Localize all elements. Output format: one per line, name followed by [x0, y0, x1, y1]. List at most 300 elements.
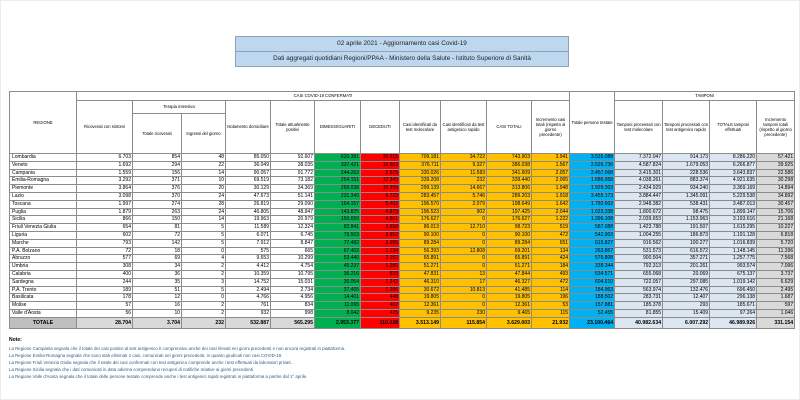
value-cell: 10.359: [226, 270, 271, 278]
region-name-cell: Veneto: [10, 161, 77, 169]
value-cell: 472: [532, 231, 570, 239]
totale-value-cell: 28.704: [77, 317, 133, 328]
value-cell: 15.031: [271, 278, 315, 286]
value-cell: 98.723: [487, 224, 532, 232]
value-cell: 577: [77, 255, 133, 263]
region-name-cell: Campania: [10, 169, 77, 177]
value-cell: 575: [226, 247, 271, 255]
value-cell: 2.065: [532, 177, 570, 185]
value-cell: 1.242: [361, 278, 400, 286]
value-cell: 231.340: [315, 192, 361, 200]
value-cell: 16: [133, 302, 182, 310]
table-row: [10, 161, 795, 169]
region-name-cell: Piemonte: [10, 185, 77, 193]
value-cell: 1.280: [361, 263, 400, 271]
value-cell: 191.507: [663, 224, 710, 232]
header-terapia-intensiva: Terapia intensiva: [133, 101, 226, 114]
value-cell: 3.864: [77, 185, 133, 193]
value-cell: 18: [133, 247, 182, 255]
value-cell: 654: [77, 224, 133, 232]
value-cell: 9.235: [400, 309, 441, 317]
value-cell: 3.558: [361, 224, 400, 232]
value-cell: 2.039.653: [615, 216, 663, 224]
totale-value-cell: 2.953.377: [315, 317, 361, 328]
value-cell: 1.679.053: [663, 161, 710, 169]
value-cell: 14: [182, 169, 226, 177]
value-cell: 8.847: [271, 239, 315, 247]
value-cell: 201.261: [663, 263, 710, 271]
value-cell: 296.138: [710, 294, 757, 302]
totale-value-cell: 331.154: [757, 317, 795, 328]
title-source-line: Dati aggregati quotidiani Regioni/PPAA - Ministero della Salute - Istituto Superiore di Sanità: [236, 52, 568, 66]
value-cell: 6.071: [226, 231, 271, 239]
value-cell: 189: [77, 286, 133, 294]
value-cell: 0: [441, 302, 487, 310]
value-cell: 176.627: [400, 216, 441, 224]
value-cell: 2.079: [441, 200, 487, 208]
value-cell: 10.582: [361, 161, 400, 169]
value-cell: 184: [532, 263, 570, 271]
value-cell: 20.069: [663, 270, 710, 278]
value-cell: 19.805: [487, 294, 532, 302]
value-cell: 90.100: [400, 231, 441, 239]
value-cell: 1.148.145: [710, 247, 757, 255]
region-name-cell: Toscana: [10, 200, 77, 208]
value-cell: 5.575: [361, 169, 400, 177]
value-cell: 65.891: [487, 255, 532, 263]
value-cell: 9.327: [441, 161, 487, 169]
value-cell: 4.956: [271, 294, 315, 302]
value-cell: 400: [77, 270, 133, 278]
value-cell: 357.271: [663, 255, 710, 263]
value-cell: 424: [532, 255, 570, 263]
value-cell: 615.827: [570, 239, 615, 247]
value-cell: 5.720: [757, 239, 795, 247]
value-cell: 188.502: [570, 294, 615, 302]
value-cell: 313.806: [487, 185, 532, 193]
value-cell: 24: [182, 208, 226, 216]
value-cell: 6.703: [77, 154, 133, 162]
header-ti-ingressi: Ingressi del giorno: [182, 114, 226, 154]
value-cell: 1.567: [532, 161, 570, 169]
value-cell: 993.574: [710, 263, 757, 271]
value-cell: 1.792.602: [570, 200, 615, 208]
region-name-cell: Lazio: [10, 192, 77, 200]
value-cell: 2.495: [757, 286, 795, 294]
value-cell: 196.523: [400, 208, 441, 216]
table-row: [10, 231, 795, 239]
value-cell: 156: [133, 169, 182, 177]
value-cell: 932: [226, 309, 271, 317]
value-cell: 3.852: [361, 231, 400, 239]
value-cell: 176.627: [487, 216, 532, 224]
value-cell: 197.425: [487, 208, 532, 216]
value-cell: 2.057: [532, 169, 570, 177]
value-cell: 45.237: [315, 263, 361, 271]
value-cell: 34: [133, 263, 182, 271]
region-name-cell: Sardegna: [10, 278, 77, 286]
value-cell: 47.844: [487, 270, 532, 278]
value-cell: 86.013: [400, 224, 441, 232]
header-incremento-casi: Incremento casi totali (rispetto al giorno precedente): [532, 101, 570, 154]
header-ricoverati: Ricoverati con sintomi: [77, 101, 133, 154]
value-cell: 0: [441, 255, 487, 263]
table-row: [10, 278, 795, 286]
value-cell: 1.686.958: [570, 177, 615, 185]
value-cell: 269.038: [315, 185, 361, 193]
value-cell: 2.955: [361, 239, 400, 247]
value-cell: 5: [182, 286, 226, 294]
value-cell: 41.485: [487, 286, 532, 294]
value-cell: 230: [441, 309, 487, 317]
value-cell: 57: [77, 302, 133, 310]
value-cell: 2: [182, 270, 226, 278]
value-cell: 12.345: [361, 177, 400, 185]
value-cell: 1.997: [77, 200, 133, 208]
table-row: [10, 192, 795, 200]
value-cell: 142: [133, 239, 182, 247]
value-cell: 164.157: [315, 200, 361, 208]
value-cell: 902: [441, 208, 487, 216]
value-cell: 576.808: [570, 255, 615, 263]
value-cell: 8.286.220: [710, 154, 757, 162]
value-cell: 14.894: [757, 185, 795, 193]
value-cell: 12.324: [271, 224, 315, 232]
value-cell: 36.216: [315, 270, 361, 278]
value-cell: 46.327: [487, 278, 532, 286]
value-cell: 19.963: [226, 216, 271, 224]
value-cell: 12.407: [663, 294, 710, 302]
note-line: La Regione Valle d'Aosta segnala che il totale delle persone testate comprende anche i test antigenici rapidi registrati in piattaforma a partire dal 1° aprile.: [9, 374, 308, 380]
value-cell: 100.277: [663, 239, 710, 247]
value-cell: 293: [663, 302, 710, 310]
value-cell: 89.284: [487, 239, 532, 247]
value-cell: 12: [133, 294, 182, 302]
value-cell: 38.035: [271, 161, 315, 169]
value-cell: 10.813: [441, 286, 487, 294]
value-cell: 97.264: [710, 309, 757, 317]
value-cell: 916.562: [615, 239, 663, 247]
value-cell: 90.100: [487, 231, 532, 239]
table-row: [10, 224, 795, 232]
value-cell: 0: [182, 247, 226, 255]
region-name-cell: Calabria: [10, 270, 77, 278]
value-cell: 12.710: [441, 224, 487, 232]
value-cell: 665: [271, 247, 315, 255]
header-band-tamponi: TAMPONI: [615, 92, 795, 101]
value-cell: 604.610: [570, 278, 615, 286]
value-cell: 472: [532, 278, 570, 286]
value-cell: 1.134: [361, 247, 400, 255]
value-cell: 761: [226, 302, 271, 310]
value-cell: 69.201: [487, 247, 532, 255]
value-cell: 57.421: [757, 154, 795, 162]
value-cell: 602: [77, 231, 133, 239]
value-cell: 5.229.538: [710, 192, 757, 200]
value-cell: 19.805: [400, 294, 441, 302]
table-row: [10, 286, 795, 294]
header-persone-testate: Totale persone testate: [570, 92, 615, 154]
value-cell: 339.440: [487, 177, 532, 185]
header-band-confermati: CASI COVID-19 CONFERMATI: [77, 92, 570, 101]
table-row: [10, 200, 795, 208]
value-cell: 6.745: [271, 231, 315, 239]
notes-lines: [9, 345, 791, 380]
value-cell: 743.903: [487, 154, 532, 162]
value-cell: 20: [182, 185, 226, 193]
value-cell: 7.372.047: [615, 154, 663, 162]
value-cell: 92.607: [271, 154, 315, 162]
value-cell: 72: [133, 231, 182, 239]
value-cell: 89.284: [400, 239, 441, 247]
table-row: [10, 309, 795, 317]
value-cell: 337.421: [315, 161, 361, 169]
value-cell: 2.044: [532, 208, 570, 216]
value-cell: 10.227: [757, 224, 795, 232]
header-casi-totali: CASI TOTALI: [487, 101, 532, 154]
table-row: [10, 208, 795, 216]
value-cell: 10.399: [361, 185, 400, 193]
value-cell: 1.153.963: [663, 216, 710, 224]
value-cell: 198.649: [487, 200, 532, 208]
value-cell: 634.571: [570, 270, 615, 278]
region-name-cell: Emilia-Romagna: [10, 177, 77, 185]
region-name-cell: Molise: [10, 302, 77, 310]
value-cell: 338.344: [570, 263, 615, 271]
totale-value-cell: 3.629.003: [487, 317, 532, 328]
header-tamponi-molecolare: Tamponi processati con test molecolare: [615, 101, 663, 154]
value-cell: 34.369: [271, 185, 315, 193]
value-cell: 77.482: [315, 239, 361, 247]
value-cell: 1.023.338: [570, 208, 615, 216]
value-cell: 132.476: [663, 286, 710, 294]
value-cell: 17: [441, 278, 487, 286]
value-cell: 2.152: [361, 255, 400, 263]
value-cell: 11.396: [757, 247, 795, 255]
header-positivi: Totale attualmente positivi: [271, 101, 315, 154]
value-cell: 67.402: [315, 247, 361, 255]
value-cell: 4.038.261: [615, 177, 663, 185]
value-cell: 900.504: [615, 255, 663, 263]
value-cell: 519: [532, 224, 570, 232]
value-cell: 244.262: [315, 169, 361, 177]
value-cell: 6.629: [757, 278, 795, 286]
value-cell: 244: [77, 278, 133, 286]
region-name-cell: P.A. Trento: [10, 286, 77, 294]
value-cell: 184.963: [570, 286, 615, 294]
value-cell: 3.737: [757, 270, 795, 278]
value-cell: 98.475: [663, 208, 710, 216]
value-cell: 30.457: [757, 200, 795, 208]
header-incremento-tamponi: Incremento tamponi totali (rispetto al giorno precedente): [757, 101, 795, 154]
value-cell: 90.057: [226, 169, 271, 177]
value-cell: 4.561: [361, 216, 400, 224]
value-cell: 28: [182, 200, 226, 208]
value-cell: 462: [361, 302, 400, 310]
value-cell: 34.892: [757, 192, 795, 200]
value-cell: 0: [182, 294, 226, 302]
value-cell: 185.378: [615, 302, 663, 310]
value-cell: 36: [133, 270, 182, 278]
value-cell: 2.494: [226, 286, 271, 294]
value-cell: 563.974: [615, 286, 663, 294]
value-cell: 4.921.635: [710, 177, 757, 185]
value-cell: 29.090: [271, 200, 315, 208]
value-cell: 274: [133, 200, 182, 208]
value-cell: 3.098: [77, 192, 133, 200]
value-cell: 330.026: [400, 169, 441, 177]
value-cell: 376.711: [400, 161, 441, 169]
totale-value-cell: 3.513.149: [400, 317, 441, 328]
value-cell: 2: [182, 263, 226, 271]
value-cell: 79.503: [315, 231, 361, 239]
totale-label-cell: TOTALE: [10, 317, 77, 328]
value-cell: 299.139: [400, 185, 441, 193]
value-cell: 4.766: [226, 294, 271, 302]
totale-value-cell: 40.982.634: [615, 317, 663, 328]
value-cell: 196: [532, 294, 570, 302]
value-cell: 3.884.447: [615, 192, 663, 200]
table-row: [10, 216, 795, 224]
value-cell: 47.673: [226, 192, 271, 200]
value-cell: 792.313: [615, 263, 663, 271]
value-cell: 263: [133, 208, 182, 216]
region-name-cell: Basilicata: [10, 294, 77, 302]
notes-label: Note:: [9, 337, 22, 343]
value-cell: 1.286: [361, 286, 400, 294]
value-cell: 115: [532, 309, 570, 317]
totale-value-cell: 532.887: [226, 317, 271, 328]
value-cell: 1.948: [532, 185, 570, 193]
header-regione: REGIONE: [10, 92, 77, 154]
value-cell: 3.941: [532, 154, 570, 162]
value-cell: 6.722: [361, 192, 400, 200]
value-cell: 1.345.091: [663, 192, 710, 200]
value-cell: 186.873: [663, 231, 710, 239]
totale-value-cell: 115.854: [441, 317, 487, 328]
region-name-cell: Puglia: [10, 208, 77, 216]
value-cell: 9.653: [226, 255, 271, 263]
value-cell: 341.609: [487, 169, 532, 177]
value-cell: 0: [441, 263, 487, 271]
value-cell: 4.754: [271, 263, 315, 271]
note-line: La Regione Campania segnala che il totale dei casi positivi al test antigenico è comprensivo anche dei casi rilevati nei giorni precedenti e non ancora registrati in piattaforma.: [9, 346, 346, 351]
value-cell: 51.141: [271, 192, 315, 200]
value-cell: 6.266.877: [710, 161, 757, 169]
value-cell: 289.203: [487, 192, 532, 200]
header-deceduti: DECEDUTI: [361, 101, 400, 154]
table-row: [10, 294, 795, 302]
value-cell: 178: [77, 294, 133, 302]
value-cell: 85.050: [226, 154, 271, 162]
value-cell: 998: [271, 309, 315, 317]
value-cell: 56: [77, 309, 133, 317]
totale-value-cell: 110.328: [361, 317, 400, 328]
totale-value-cell: 21.932: [532, 317, 570, 328]
value-cell: 14: [182, 216, 226, 224]
header-tamponi-totale: TOTALE tamponi effettuati: [710, 101, 757, 154]
region-name-cell: Lombardia: [10, 154, 77, 162]
value-cell: 425: [361, 309, 400, 317]
value-cell: 339.208: [400, 177, 441, 185]
value-cell: 371: [133, 177, 182, 185]
value-cell: 283.731: [615, 294, 663, 302]
value-cell: 1.879: [77, 208, 133, 216]
title-box: [235, 36, 569, 67]
value-cell: 36.049: [226, 161, 271, 169]
value-cell: 3.292: [77, 177, 133, 185]
value-cell: 14.752: [226, 278, 271, 286]
value-cell: 493: [532, 270, 570, 278]
value-cell: 69: [133, 255, 182, 263]
region-name-cell: Liguria: [10, 231, 77, 239]
value-cell: 1.423.788: [615, 224, 663, 232]
value-cell: 39.925: [757, 161, 795, 169]
value-cell: 81: [133, 224, 182, 232]
value-cell: 134: [532, 247, 570, 255]
header-isolamento: Isolamento domiciliare: [226, 101, 271, 154]
value-cell: 228.536: [663, 169, 710, 177]
value-cell: 531.573: [615, 247, 663, 255]
value-cell: 3.415.301: [615, 169, 663, 177]
totale-value-cell: 3.704: [133, 317, 182, 328]
value-cell: 3.643.837: [710, 169, 757, 177]
value-cell: 10.795: [271, 270, 315, 278]
header-ti-totale: Totale ricoverati: [133, 114, 182, 154]
value-cell: 2.948.382: [615, 200, 663, 208]
table-row: [10, 185, 795, 193]
value-cell: 10: [182, 177, 226, 185]
value-cell: 73.182: [271, 177, 315, 185]
value-cell: 14.667: [441, 185, 487, 193]
value-cell: 157.881: [570, 302, 615, 310]
value-cell: 1.046: [757, 309, 795, 317]
value-cell: 675.137: [710, 270, 757, 278]
value-cell: 5.402: [361, 200, 400, 208]
value-cell: 1.019.142: [710, 278, 757, 286]
value-cell: 7.096: [757, 263, 795, 271]
value-cell: 1.929.303: [570, 185, 615, 193]
value-cell: 30.298: [757, 177, 795, 185]
value-cell: 46.310: [400, 278, 441, 286]
value-cell: 0: [441, 231, 487, 239]
value-cell: 3.369.169: [710, 185, 757, 193]
value-cell: 15.409: [663, 309, 710, 317]
value-cell: 283.457: [400, 192, 441, 200]
value-cell: 1.004.255: [615, 231, 663, 239]
value-cell: 12.808: [441, 247, 487, 255]
table-row: [10, 154, 795, 162]
value-cell: 696.450: [710, 286, 757, 294]
value-cell: 12.361: [487, 302, 532, 310]
header-casi-molecolare: Casi identificati da test molecolare: [400, 101, 441, 154]
value-cell: 597: [757, 302, 795, 310]
value-cell: 542.903: [570, 231, 615, 239]
value-cell: 51.271: [400, 263, 441, 271]
table-row: [10, 239, 795, 247]
header-guariti: DIMESSI/GUARITI: [315, 101, 361, 154]
value-cell: 5: [182, 231, 226, 239]
value-cell: 114: [532, 286, 570, 294]
value-cell: 6.818: [757, 231, 795, 239]
value-cell: 2.434.929: [615, 185, 663, 193]
note-line: La Regione Emilia-Romagna segnala che sono stati eliminati 2 casi, comunicati nei giorni precedenti, in quanto giudicati non casi COVID-19.: [9, 353, 283, 359]
region-name-cell: Friuli Venezia Giulia: [10, 224, 77, 232]
totale-value-cell: 232: [182, 317, 226, 328]
value-cell: 5.746: [441, 192, 487, 200]
value-cell: 722.057: [615, 278, 663, 286]
value-cell: 834: [271, 302, 315, 310]
